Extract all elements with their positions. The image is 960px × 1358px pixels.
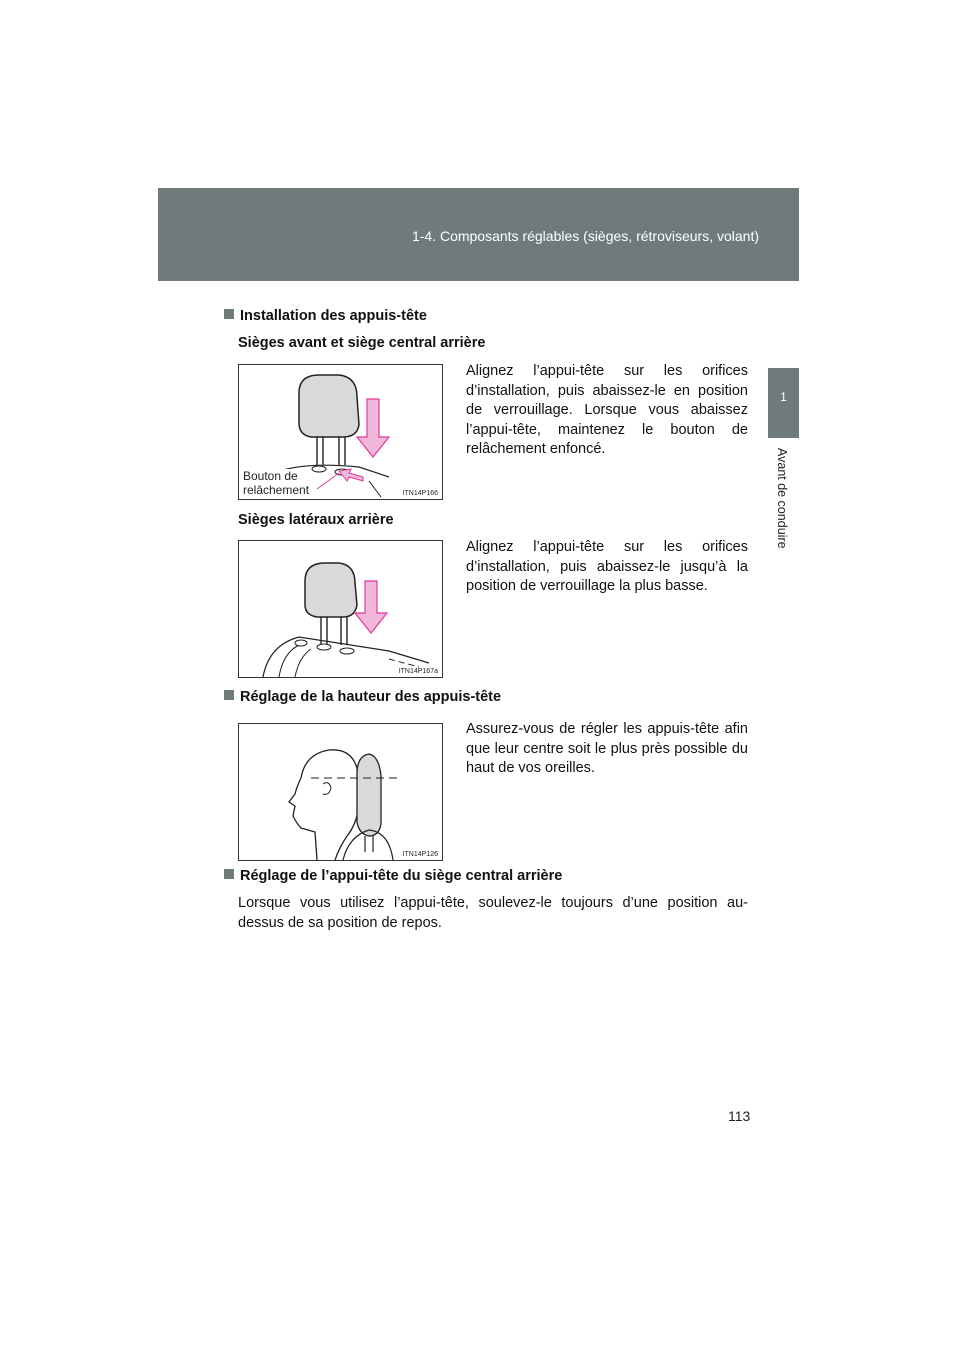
height-instructions: Assurez-vous de régler les appuis-tête afin que leur centre soit le plus près possible du haut de vos oreilles. (466, 721, 748, 776)
heading-bullet-icon (224, 690, 234, 700)
chapter-tab[interactable] (768, 368, 799, 438)
chapter-label-area (768, 438, 799, 588)
figure-code: ITN14P167a (398, 668, 438, 675)
chapter-number: 1 (780, 390, 787, 404)
rear-side-seats-instructions: Alignez l’appui-tête sur les orifices d’installation, puis abaissez-le jusqu’à la position de verrouillage la plus basse. (466, 539, 748, 594)
rear-center-instructions: Lorsque vous utilisez l’appui-tête, soulevez-le toujours d’une position au-dessus de sa position de repos. (238, 895, 748, 931)
height-heading (224, 689, 501, 705)
rear-center-heading (224, 868, 562, 884)
rear-side-headrest-illustration (239, 541, 443, 678)
figure-code: ITN14P166 (402, 490, 438, 497)
front-seats-heading: Sièges avant et siège central arrière (238, 335, 486, 351)
rear-side-seats-heading: Sièges latéraux arrière (238, 512, 394, 528)
installation-heading (224, 308, 427, 324)
page-number: 113 (728, 1108, 751, 1124)
figure-front-headrest (238, 364, 443, 500)
header-bar (158, 188, 799, 281)
section-title: 1-4. Composants réglables (sièges, rétroviseurs, volant) (411, 228, 759, 244)
figure-height-adjustment (238, 723, 443, 861)
front-seats-instructions: Alignez l’appui-tête sur les orifices d’installation, puis abaissez-le en position de verrouillage. Lorsque vous abaissez l’appui-tête, maintenez le bouton de relâchement enfoncé. (466, 363, 748, 457)
figure-code: ITN14P126 (402, 851, 438, 858)
heading-bullet-icon (224, 309, 234, 319)
chapter-label: Avant de conduire (775, 448, 789, 549)
figure-rear-side-headrest (238, 540, 443, 678)
rear-center-heading-text: Réglage de l’appui-tête du siège central arrière (240, 868, 563, 884)
height-heading-text: Réglage de la hauteur des appuis-tête (240, 689, 502, 705)
head-position-illustration (239, 724, 443, 861)
heading-bullet-icon (224, 869, 234, 879)
installation-heading-text: Installation des appuis-tête (240, 308, 427, 324)
release-button-callout: Bouton de relâchement (243, 469, 310, 497)
